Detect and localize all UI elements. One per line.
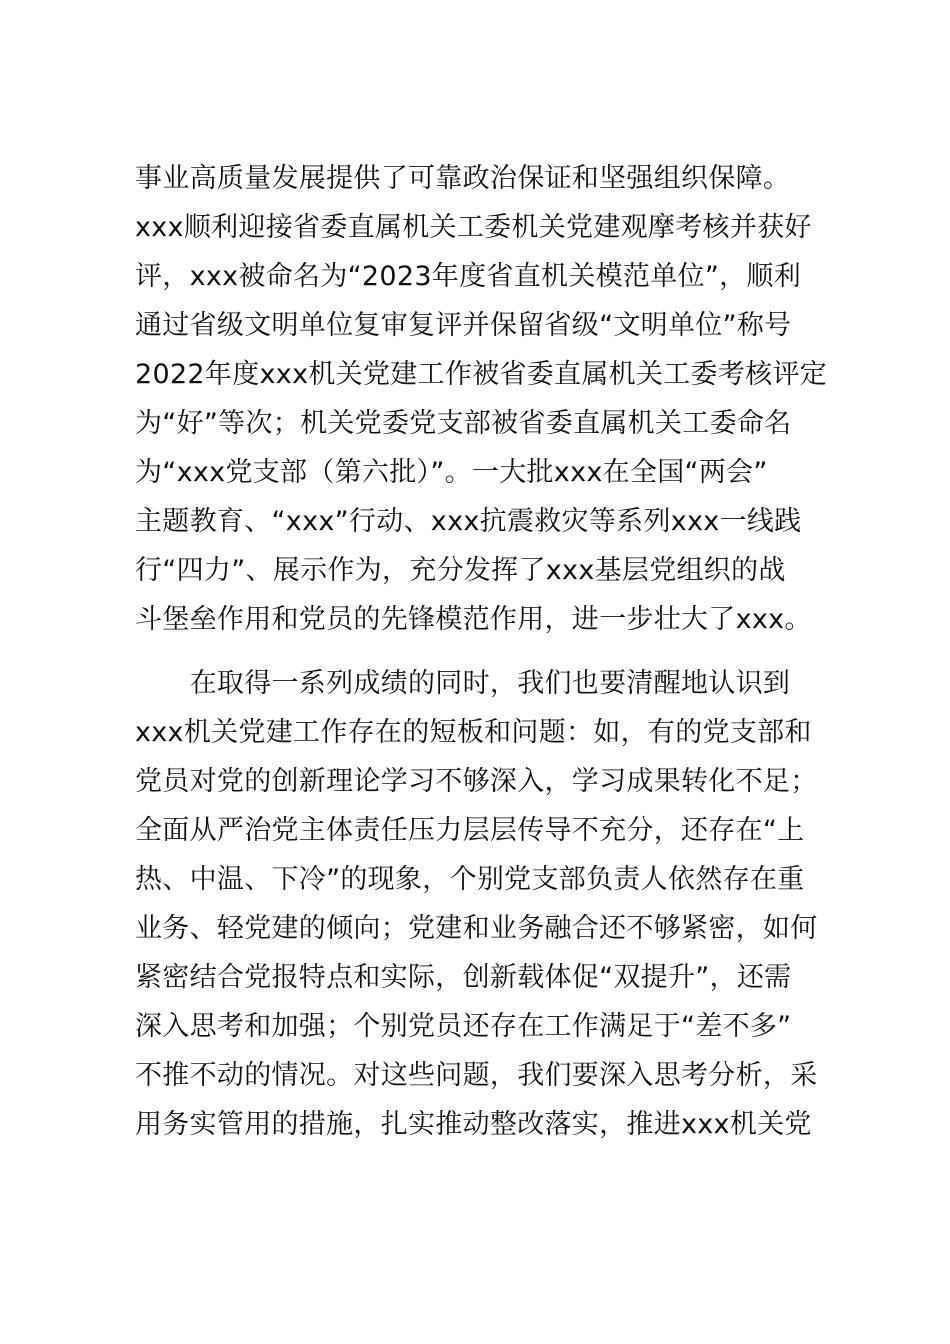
text-line: 2022年度xxx机关党建工作被省委直属机关工委考核评定	[135, 359, 828, 390]
text-line: 主题教育、“xxx”行动、xxx抗震救灾等系列xxx一线践	[135, 506, 802, 537]
text-line: xxx顺利迎接省委直属机关工委机关党建观摩考核并获好	[135, 212, 812, 243]
paragraph-gap	[135, 644, 855, 659]
text-line: 为“好”等次；机关党委党支部被省委直属机关工委命名	[135, 408, 792, 439]
text-line: 热、中温、下冷”的现象，个别党支部负责人依然存在重	[135, 864, 805, 895]
text-line: 评，xxx被命名为“2023年度省直机关模范单位”，顺利	[135, 261, 802, 292]
paragraph-1	[135, 154, 855, 644]
text-line: 在取得一系列成绩的同时，我们也要清醒地认识到	[135, 668, 791, 699]
text-line: 深入思考和加强；个别党员还存在工作满足于“差不多”	[135, 1011, 792, 1042]
text-line: 为“xxx党支部（第六批）”。一大批xxx在全国“两会”	[135, 457, 768, 488]
text-line: 紧密结合党报特点和实际，创新载体促“双提升”，还需	[135, 962, 792, 993]
text-line: 用务实管用的措施，扎实推动整改落实，推进xxx机关党	[135, 1109, 812, 1140]
text-line: 通过省级文明单位复审复评并保留省级“文明单位”称号	[135, 310, 792, 341]
text-line: xxx机关党建工作存在的短板和问题：如，有的党支部和	[135, 717, 812, 748]
text-line: 行“四力”、展示作为，充分发挥了xxx基层党组织的战	[135, 555, 786, 586]
paragraph-2	[135, 659, 855, 1149]
text-line: 事业高质量发展提供了可靠政治保证和坚强组织保障。	[135, 163, 791, 194]
body-text	[135, 154, 855, 1149]
text-line: 全面从严治党主体责任压力层层传导不充分，还存在“上	[135, 815, 805, 846]
text-line: 不推不动的情况。对这些问题，我们要深入思考分析，采	[135, 1060, 818, 1091]
text-line: 斗堡垒作用和党员的先锋模范作用，进一步壮大了xxx。	[135, 604, 812, 635]
text-line: 业务、轻党建的倾向；党建和业务融合还不够紧密，如何	[135, 913, 818, 944]
text-line: 党员对党的创新理论学习不够深入，学习成果转化不足；	[135, 766, 818, 797]
